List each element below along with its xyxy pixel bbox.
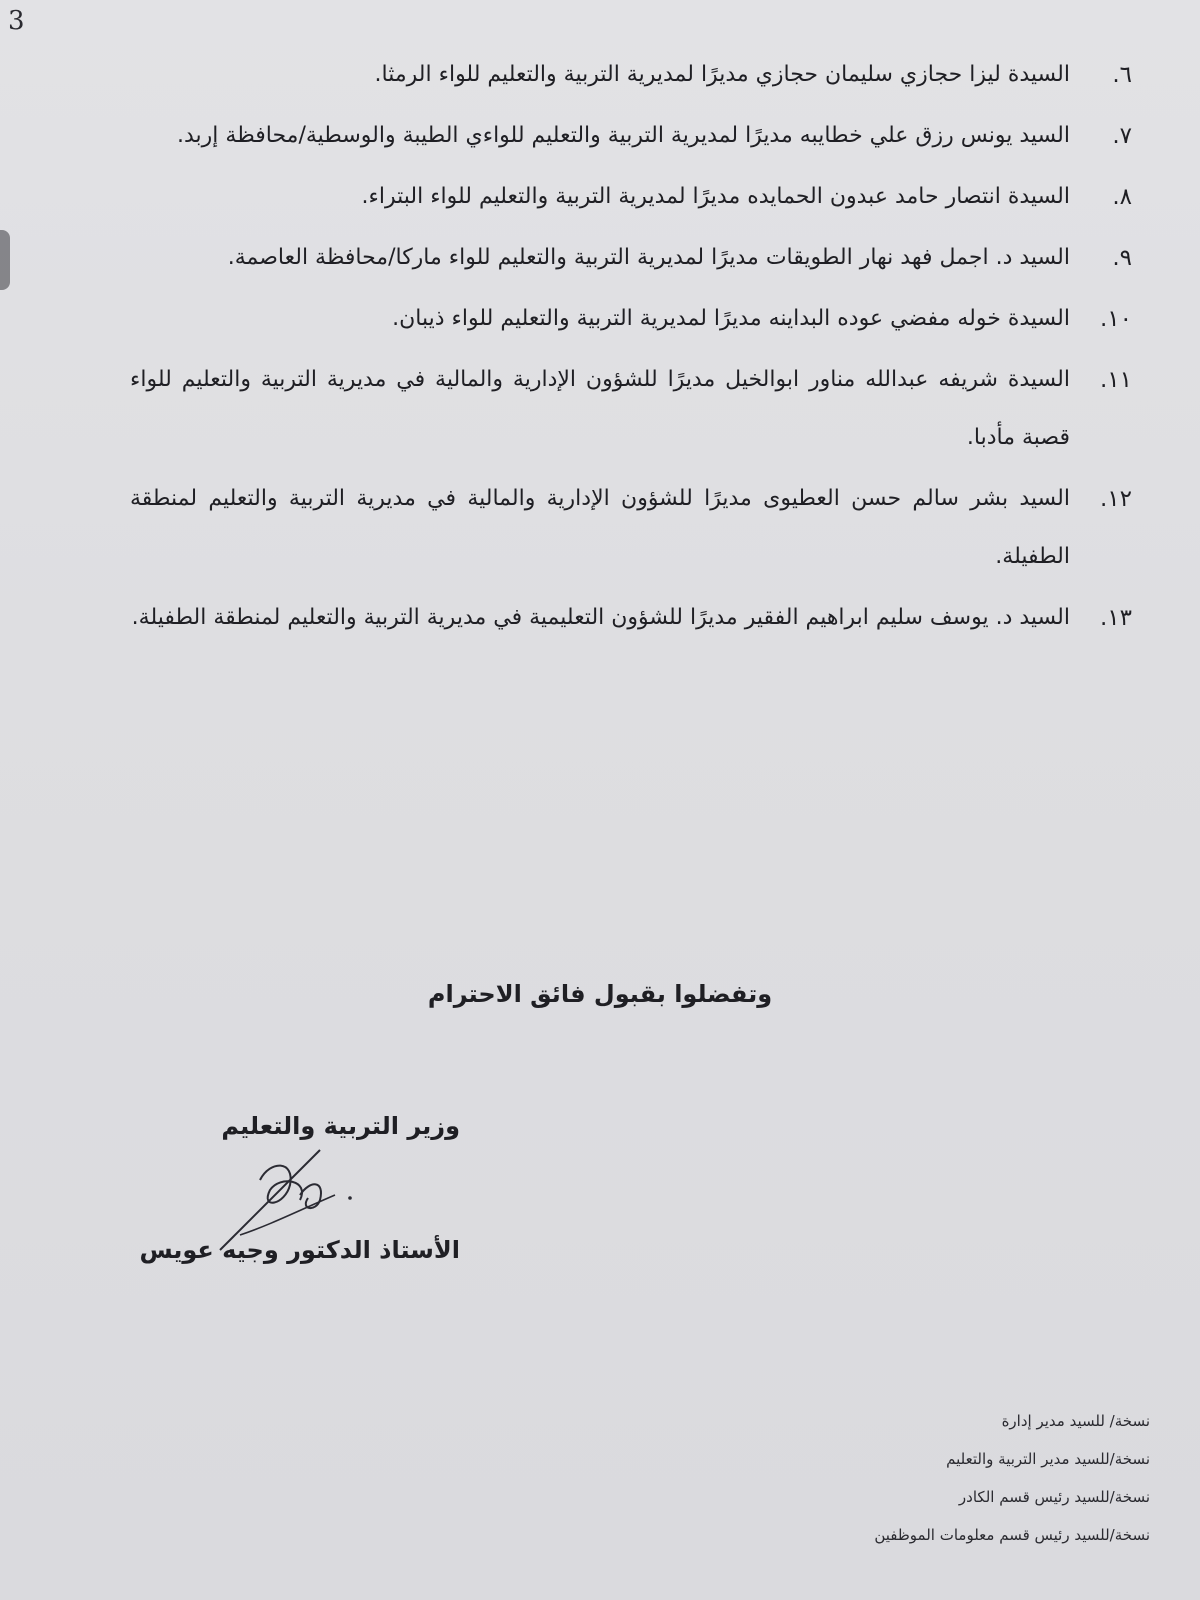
item-text: السيد بشر سالم حسن العطيوى مديرًا للشؤون الإدارية والمالية في مديرية التربية والتعليم لمنطقة الطفيلة. (130, 486, 1070, 569)
copy-recipient: نسخة/للسيد رئيس قسم معلومات الموظفين (874, 1526, 1150, 1544)
item-number: ١٣. (1099, 605, 1132, 631)
list-item (130, 168, 1140, 226)
item-number: ٧. (1112, 123, 1132, 149)
signatory-title: وزير التربية والتعليم (221, 1112, 460, 1140)
page-mark: 3 (8, 6, 25, 36)
item-text: السيدة خوله مفضي عوده البداينه مديرًا لمديرية التربية والتعليم للواء ذيبان. (392, 306, 1070, 331)
copy-recipient: نسخة/ للسيد مدير إدارة (1001, 1412, 1150, 1430)
list-item (130, 290, 1140, 348)
copy-recipient: نسخة/للسيد مدير التربية والتعليم (946, 1450, 1150, 1468)
item-number: ٩. (1112, 245, 1132, 271)
list-item (130, 351, 1140, 467)
item-text: السيدة انتصار حامد عبدون الحمايده مديرًا لمديرية التربية والتعليم للواء البتراء. (361, 184, 1070, 209)
signatory-name: الأستاذ الدكتور وجيه عويس (139, 1236, 460, 1264)
item-text: السيدة شريفه عبدالله مناور ابوالخيل مديرًا للشؤون الإدارية والمالية في مديرية التربية والتعليم للواء قصبة مأدبا. (130, 367, 1070, 450)
item-text: السيدة ليزا حجازي سليمان حجازي مديرًا لمديرية التربية والتعليم للواء الرمثا. (374, 62, 1070, 87)
item-text: السيد يونس رزق علي خطايبه مديرًا لمديرية التربية والتعليم للواءي الطيبة والوسطية/محافظة إربد. (177, 123, 1070, 148)
copies-list (760, 1402, 1150, 1554)
binder-clip-shadow (0, 230, 10, 290)
item-number: ١٢. (1099, 486, 1132, 512)
item-number: ٨. (1112, 184, 1132, 210)
list-item (130, 470, 1140, 586)
list-item (130, 107, 1140, 165)
item-number: ١٠. (1099, 306, 1132, 332)
list-item (130, 589, 1140, 647)
item-number: ٦. (1112, 62, 1132, 88)
item-number: ١١. (1099, 367, 1132, 393)
appointment-list (130, 46, 1140, 650)
item-text: السيد د. اجمل فهد نهار الطويقات مديرًا لمديرية التربية والتعليم للواء ماركا/محافظة العاصمة. (227, 245, 1070, 270)
list-item (130, 229, 1140, 287)
item-text: السيد د. يوسف سليم ابراهيم الفقير مديرًا للشؤون التعليمية في مديرية التربية والتعليم لمنطقة الطفيلة. (131, 605, 1070, 630)
closing-salutation: وتفضلوا بقبول فائق الاحترام (427, 980, 773, 1008)
copy-recipient: نسخة/للسيد رئيس قسم الكادر (958, 1488, 1150, 1506)
list-item (130, 46, 1140, 104)
